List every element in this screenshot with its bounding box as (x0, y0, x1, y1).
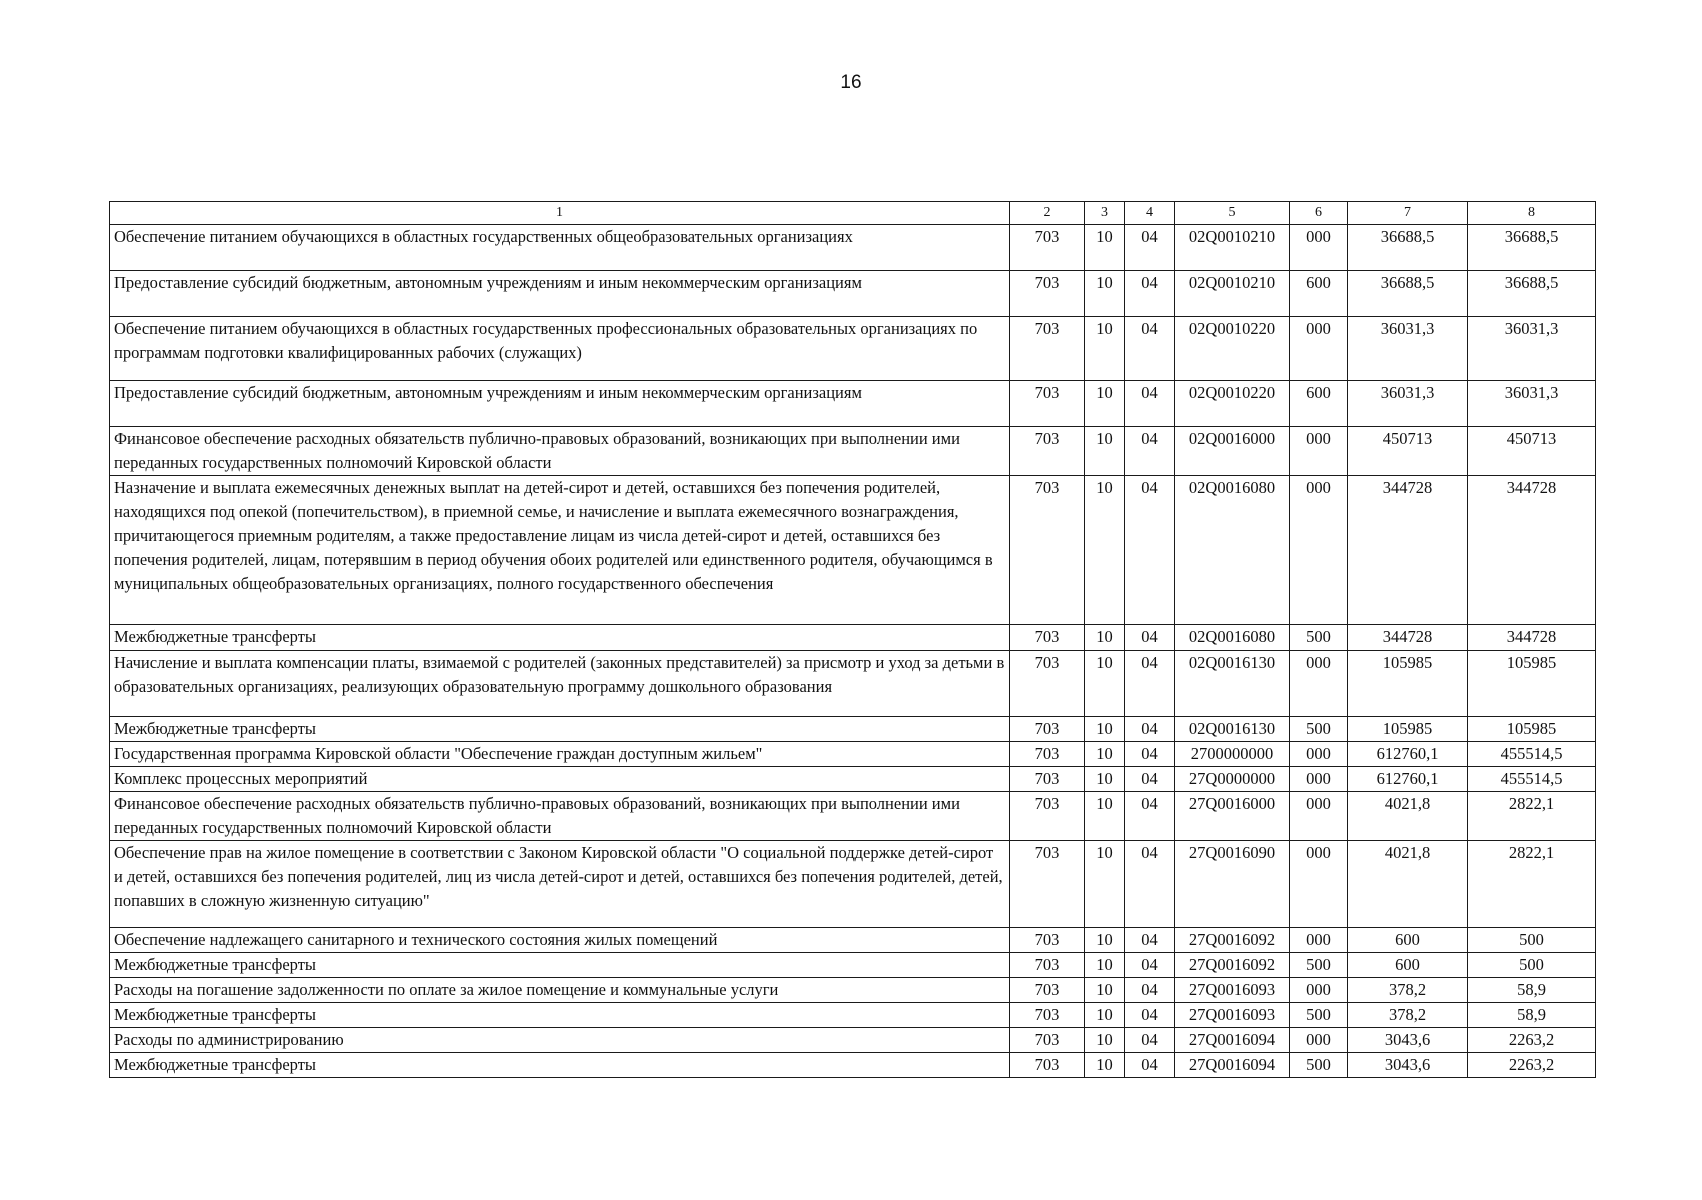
description-cell: Расходы по администрированию (110, 1028, 1010, 1053)
expense-type-cell: 000 (1290, 1028, 1348, 1053)
section-cell: 703 (1010, 271, 1085, 317)
amount-cell: 3043,6 (1348, 1053, 1468, 1078)
description-cell: Обеспечение питанием обучающихся в областных государственных общеобразовательных организациях (110, 225, 1010, 271)
target-item-cell: 02Q0010210 (1175, 271, 1290, 317)
table-row (110, 427, 1596, 476)
expense-type-cell: 500 (1290, 717, 1348, 742)
amount-cell: 378,2 (1348, 978, 1468, 1003)
amount2-cell: 36688,5 (1468, 271, 1596, 317)
table-row (110, 841, 1596, 928)
target-item-cell: 27Q0016093 (1175, 1003, 1290, 1028)
subsection-cell: 10 (1085, 1028, 1125, 1053)
column-header: 6 (1290, 202, 1348, 225)
subsection-cell: 10 (1085, 427, 1125, 476)
subsection2-cell: 04 (1125, 427, 1175, 476)
subsection2-cell: 04 (1125, 651, 1175, 717)
expense-type-cell: 000 (1290, 742, 1348, 767)
subsection-cell: 10 (1085, 717, 1125, 742)
subsection2-cell: 04 (1125, 792, 1175, 841)
amount-cell: 344728 (1348, 625, 1468, 651)
expense-type-cell: 000 (1290, 427, 1348, 476)
column-header: 8 (1468, 202, 1596, 225)
subsection-cell: 10 (1085, 742, 1125, 767)
table-row (110, 381, 1596, 427)
subsection2-cell: 04 (1125, 928, 1175, 953)
description-cell: Государственная программа Кировской области "Обеспечение граждан доступным жильем" (110, 742, 1010, 767)
description-cell: Назначение и выплата ежемесячных денежных выплат на детей-сирот и детей, оставшихся без попечения родителей, находящихся под опекой (попечительством), в приемной семье, и начисление и выплата ежемесячного вознаграждения, причитающегося приемным родителям, а также предоставление лицам из числа детей-сирот и детей, оставшихся без попечения родителей, лицам, потерявшим в период обучения обоих родителей или единственного родителя, обучающимся в муниципальных общеобразовательных организациях, полного государственного обеспечения (110, 476, 1010, 625)
amount-cell: 105985 (1348, 717, 1468, 742)
description-cell: Обеспечение прав на жилое помещение в соответствии с Законом Кировской области "О социальной поддержке детей-сирот и детей, оставшихся без попечения родителей, лиц из числа детей-сирот и детей, оставшихся без попечения родителей, детей, попавших в сложную жизненную ситуацию" (110, 841, 1010, 928)
section-cell: 703 (1010, 1053, 1085, 1078)
amount-cell: 36031,3 (1348, 317, 1468, 381)
subsection-cell: 10 (1085, 978, 1125, 1003)
table-row (110, 476, 1596, 625)
description-cell: Обеспечение питанием обучающихся в областных государственных профессиональных образовательных организациях по программам подготовки квалифицированных рабочих (служащих) (110, 317, 1010, 381)
section-cell: 703 (1010, 717, 1085, 742)
amount2-cell: 105985 (1468, 651, 1596, 717)
table-row (110, 1053, 1596, 1078)
subsection2-cell: 04 (1125, 1003, 1175, 1028)
description-cell: Комплекс процессных мероприятий (110, 767, 1010, 792)
target-item-cell: 02Q0016080 (1175, 476, 1290, 625)
subsection-cell: 10 (1085, 767, 1125, 792)
target-item-cell: 27Q0016092 (1175, 953, 1290, 978)
expense-type-cell: 000 (1290, 767, 1348, 792)
amount2-cell: 2822,1 (1468, 792, 1596, 841)
description-cell: Финансовое обеспечение расходных обязательств публично-правовых образований, возникающих при выполнении ими переданных государственных полномочий Кировской области (110, 792, 1010, 841)
description-cell: Обеспечение надлежащего санитарного и технического состояния жилых помещений (110, 928, 1010, 953)
section-cell: 703 (1010, 841, 1085, 928)
amount2-cell: 450713 (1468, 427, 1596, 476)
description-cell: Предоставление субсидий бюджетным, автономным учреждениям и иным некоммерческим организациям (110, 271, 1010, 317)
subsection-cell: 10 (1085, 953, 1125, 978)
subsection-cell: 10 (1085, 625, 1125, 651)
section-cell: 703 (1010, 1003, 1085, 1028)
amount-cell: 600 (1348, 953, 1468, 978)
column-header: 1 (110, 202, 1010, 225)
amount-cell: 612760,1 (1348, 767, 1468, 792)
description-cell: Финансовое обеспечение расходных обязательств публично-правовых образований, возникающих при выполнении ими переданных государственных полномочий Кировской области (110, 427, 1010, 476)
subsection2-cell: 04 (1125, 317, 1175, 381)
target-item-cell: 02Q0016130 (1175, 717, 1290, 742)
amount-cell: 4021,8 (1348, 841, 1468, 928)
amount2-cell: 36031,3 (1468, 381, 1596, 427)
target-item-cell: 27Q0016093 (1175, 978, 1290, 1003)
subsection2-cell: 04 (1125, 978, 1175, 1003)
table-row (110, 767, 1596, 792)
amount2-cell: 455514,5 (1468, 767, 1596, 792)
amount2-cell: 2263,2 (1468, 1053, 1596, 1078)
amount2-cell: 2263,2 (1468, 1028, 1596, 1053)
table-row (110, 953, 1596, 978)
amount-cell: 36688,5 (1348, 225, 1468, 271)
table-row (110, 978, 1596, 1003)
column-header: 3 (1085, 202, 1125, 225)
target-item-cell: 27Q0016000 (1175, 792, 1290, 841)
subsection2-cell: 04 (1125, 742, 1175, 767)
table-row (110, 742, 1596, 767)
table-header-row (110, 202, 1596, 225)
section-cell: 703 (1010, 427, 1085, 476)
subsection-cell: 10 (1085, 792, 1125, 841)
section-cell: 703 (1010, 317, 1085, 381)
description-cell: Начисление и выплата компенсации платы, взимаемой с родителей (законных представителей) за присмотр и уход за детьми в образовательных организациях, реализующих образовательную программу дошкольного образования (110, 651, 1010, 717)
column-header: 2 (1010, 202, 1085, 225)
subsection2-cell: 04 (1125, 767, 1175, 792)
amount2-cell: 500 (1468, 928, 1596, 953)
budget-table (109, 201, 1596, 1078)
amount2-cell: 58,9 (1468, 978, 1596, 1003)
target-item-cell: 02Q0010220 (1175, 381, 1290, 427)
amount-cell: 4021,8 (1348, 792, 1468, 841)
amount-cell: 450713 (1348, 427, 1468, 476)
subsection-cell: 10 (1085, 928, 1125, 953)
table-row (110, 1028, 1596, 1053)
table-row (110, 1003, 1596, 1028)
target-item-cell: 27Q0016094 (1175, 1053, 1290, 1078)
amount2-cell: 2822,1 (1468, 841, 1596, 928)
target-item-cell: 27Q0016094 (1175, 1028, 1290, 1053)
description-cell: Расходы на погашение задолженности по оплате за жилое помещение и коммунальные услуги (110, 978, 1010, 1003)
amount-cell: 612760,1 (1348, 742, 1468, 767)
subsection2-cell: 04 (1125, 841, 1175, 928)
section-cell: 703 (1010, 381, 1085, 427)
subsection2-cell: 04 (1125, 717, 1175, 742)
subsection-cell: 10 (1085, 225, 1125, 271)
expense-type-cell: 500 (1290, 953, 1348, 978)
description-cell: Межбюджетные трансферты (110, 717, 1010, 742)
amount2-cell: 36688,5 (1468, 225, 1596, 271)
target-item-cell: 27Q0016092 (1175, 928, 1290, 953)
subsection2-cell: 04 (1125, 225, 1175, 271)
subsection-cell: 10 (1085, 271, 1125, 317)
table-row (110, 651, 1596, 717)
amount-cell: 36688,5 (1348, 271, 1468, 317)
table-row (110, 928, 1596, 953)
section-cell: 703 (1010, 225, 1085, 271)
description-cell: Межбюджетные трансферты (110, 1053, 1010, 1078)
amount2-cell: 58,9 (1468, 1003, 1596, 1028)
expense-type-cell: 000 (1290, 651, 1348, 717)
amount-cell: 600 (1348, 928, 1468, 953)
section-cell: 703 (1010, 1028, 1085, 1053)
expense-type-cell: 500 (1290, 625, 1348, 651)
page-number: 16 (840, 72, 862, 93)
subsection-cell: 10 (1085, 651, 1125, 717)
section-cell: 703 (1010, 742, 1085, 767)
subsection2-cell: 04 (1125, 381, 1175, 427)
description-cell: Межбюджетные трансферты (110, 1003, 1010, 1028)
amount2-cell: 500 (1468, 953, 1596, 978)
section-cell: 703 (1010, 625, 1085, 651)
section-cell: 703 (1010, 928, 1085, 953)
expense-type-cell: 600 (1290, 271, 1348, 317)
amount2-cell: 344728 (1468, 625, 1596, 651)
amount-cell: 3043,6 (1348, 1028, 1468, 1053)
description-cell: Межбюджетные трансферты (110, 625, 1010, 651)
subsection2-cell: 04 (1125, 1028, 1175, 1053)
expense-type-cell: 600 (1290, 381, 1348, 427)
expense-type-cell: 000 (1290, 476, 1348, 625)
expense-type-cell: 000 (1290, 841, 1348, 928)
subsection-cell: 10 (1085, 1003, 1125, 1028)
expense-type-cell: 000 (1290, 225, 1348, 271)
expense-type-cell: 000 (1290, 317, 1348, 381)
subsection2-cell: 04 (1125, 625, 1175, 651)
expense-type-cell: 500 (1290, 1053, 1348, 1078)
target-item-cell: 02Q0016000 (1175, 427, 1290, 476)
subsection2-cell: 04 (1125, 953, 1175, 978)
amount2-cell: 36031,3 (1468, 317, 1596, 381)
target-item-cell: 02Q0016080 (1175, 625, 1290, 651)
subsection-cell: 10 (1085, 476, 1125, 625)
amount2-cell: 344728 (1468, 476, 1596, 625)
table-row (110, 717, 1596, 742)
subsection2-cell: 04 (1125, 1053, 1175, 1078)
subsection-cell: 10 (1085, 317, 1125, 381)
table-row (110, 792, 1596, 841)
target-item-cell: 02Q0016130 (1175, 651, 1290, 717)
budget-table-container (109, 201, 1595, 1078)
column-header: 4 (1125, 202, 1175, 225)
table-body (110, 202, 1596, 1078)
description-cell: Межбюджетные трансферты (110, 953, 1010, 978)
amount2-cell: 455514,5 (1468, 742, 1596, 767)
subsection-cell: 10 (1085, 381, 1125, 427)
expense-type-cell: 000 (1290, 928, 1348, 953)
subsection-cell: 10 (1085, 1053, 1125, 1078)
subsection-cell: 10 (1085, 841, 1125, 928)
subsection2-cell: 04 (1125, 476, 1175, 625)
target-item-cell: 27Q0016090 (1175, 841, 1290, 928)
target-item-cell: 02Q0010220 (1175, 317, 1290, 381)
table-row (110, 317, 1596, 381)
table-row (110, 225, 1596, 271)
section-cell: 703 (1010, 651, 1085, 717)
expense-type-cell: 000 (1290, 978, 1348, 1003)
target-item-cell: 02Q0010210 (1175, 225, 1290, 271)
section-cell: 703 (1010, 476, 1085, 625)
target-item-cell: 2700000000 (1175, 742, 1290, 767)
section-cell: 703 (1010, 978, 1085, 1003)
amount-cell: 105985 (1348, 651, 1468, 717)
amount-cell: 36031,3 (1348, 381, 1468, 427)
amount-cell: 378,2 (1348, 1003, 1468, 1028)
expense-type-cell: 500 (1290, 1003, 1348, 1028)
expense-type-cell: 000 (1290, 792, 1348, 841)
column-header: 7 (1348, 202, 1468, 225)
table-row (110, 271, 1596, 317)
column-header: 5 (1175, 202, 1290, 225)
subsection2-cell: 04 (1125, 271, 1175, 317)
target-item-cell: 27Q0000000 (1175, 767, 1290, 792)
section-cell: 703 (1010, 767, 1085, 792)
amount-cell: 344728 (1348, 476, 1468, 625)
table-row (110, 625, 1596, 651)
amount2-cell: 105985 (1468, 717, 1596, 742)
description-cell: Предоставление субсидий бюджетным, автономным учреждениям и иным некоммерческим организациям (110, 381, 1010, 427)
section-cell: 703 (1010, 953, 1085, 978)
section-cell: 703 (1010, 792, 1085, 841)
